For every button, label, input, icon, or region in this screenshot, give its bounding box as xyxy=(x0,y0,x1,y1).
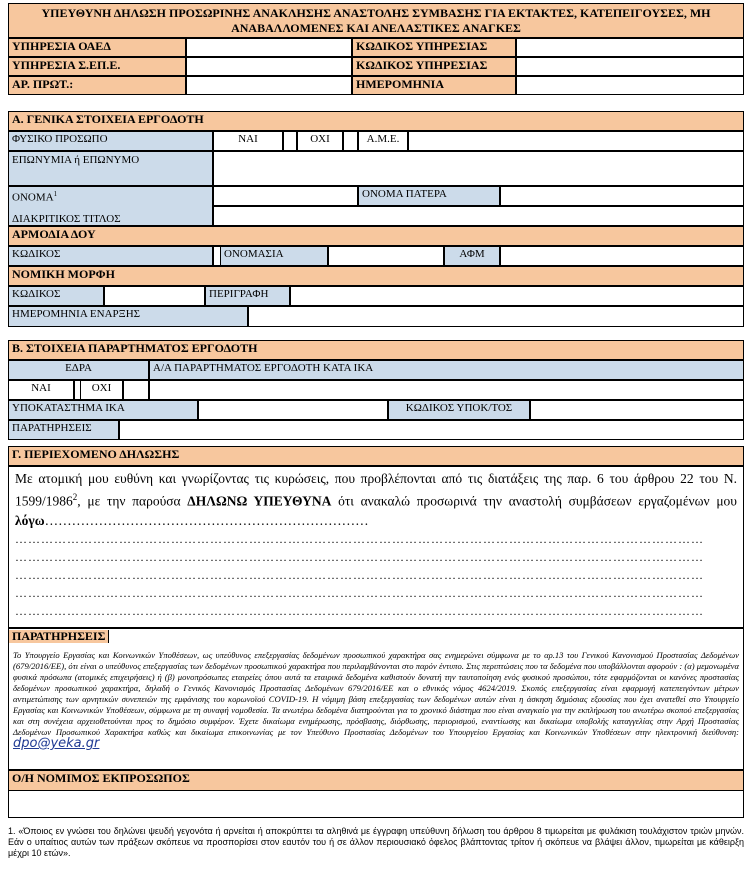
label-eponymia: ΕΠΩΝΥΜΙΑ ή ΕΠΩΝΥΜΟ xyxy=(8,151,213,186)
label-perigrafi: ΠΕΡΙΓΡΑΦΗ xyxy=(205,286,290,306)
field-aa-parartimatos[interactable] xyxy=(149,380,744,400)
label-b-nai: ΝΑΙ xyxy=(8,380,74,400)
armodia-doy-header: ΑΡΜΟΔΙΑ ΔΟΥ xyxy=(8,226,744,246)
label-onoma-patera: ΟΝΟΜΑ ΠΑΤΕΡΑ xyxy=(358,186,500,206)
section-c-header: Γ. ΠΕΡΙΕΧΟΜΕΝΟ ΔΗΛΩΣΗΣ xyxy=(8,446,744,466)
field-diakritikos[interactable] xyxy=(213,206,744,226)
label-kodikos-nomiki: ΚΩΔΙΚΟΣ xyxy=(8,286,104,306)
declaration-text-2: , με την παρούσα xyxy=(77,493,188,509)
field-ypiresia-sepe[interactable] xyxy=(186,57,352,76)
label-nai: ΝΑΙ xyxy=(213,131,283,151)
field-ypokatastima[interactable] xyxy=(198,400,388,420)
declaration-bold: ΔΗΛΩΝΩ ΥΠΕΥΘΥΝΑ xyxy=(187,493,332,509)
declaration-dots[interactable]: ……………………………………………………………… xyxy=(44,512,369,528)
field-onomasia[interactable] xyxy=(328,246,444,266)
checkbox-b-oxi[interactable] xyxy=(123,380,149,400)
nomiki-morfi-header: ΝΟΜΙΚΗ ΜΟΡΦΗ xyxy=(8,266,744,286)
declaration-text-3: ότι ανακαλώ προσωρινά την αναστολή συμβάσεων εργαζομένων μου xyxy=(331,493,737,509)
label-kodikos-ypiresias-2: ΚΩΔΙΚΟΣ ΥΠΗΡΕΣΙΑΣ xyxy=(352,57,516,76)
field-kodikos-ypiresias-2[interactable] xyxy=(516,57,744,76)
declaration-body xyxy=(8,466,744,628)
label-imerominia: ΗΜΕΡΟΜΗΝΙΑ xyxy=(352,76,516,95)
footnote-ref-1: 1 xyxy=(53,190,58,198)
footnote-1: 1. «Όποιος εν γνώσει του δηλώνει ψευδή γεγονότα ή αρνείται ή αποκρύπτει τα αληθινά με έγγραφη υπεύθυνη δήλωση του άρθρου 8 τιμωρείται με φυλάκιση τουλάχιστον τριών μηνών. Εάν ο υπαίτιος αυτών των πράξεων σκόπευε να προσπορίσει στον εαυτόν του ή σε άλλον περιουσιακό όφελος βλάπτοντας τρίτον ή σκόπευε να βλάψει άλλον, τιμωρείται με κάθειρξη μέχρι 10 ετών». xyxy=(8,826,744,858)
label-ypokatastima: ΥΠΟΚΑΤΑΣΤΗΜΑ ΙΚΑ xyxy=(8,400,198,420)
label-ar-prot: ΑΡ. ΠΡΩΤ.: xyxy=(8,76,186,95)
field-eponymia[interactable] xyxy=(213,151,744,186)
label-oxi: ΟΧΙ xyxy=(297,131,343,151)
field-imerominia-enarxis[interactable] xyxy=(248,306,744,327)
label-aa-parartimatos: Α/Α ΠΑΡΑΡΤΗΜΑΤΟΣ ΕΡΓΟΔΟΤΗ ΚΑΤΑ ΙΚΑ xyxy=(149,360,744,380)
gdpr-notice xyxy=(8,648,744,770)
label-onomasia: ΟΝΟΜΑΣΙΑ xyxy=(220,246,328,266)
dpo-email-link[interactable]: dpo@yeka.gr xyxy=(13,736,100,751)
field-kodikos-ypiresias-1[interactable] xyxy=(516,38,744,57)
checkbox-oxi[interactable] xyxy=(343,131,358,151)
label-onoma: ΟΝΟΜΑ xyxy=(12,191,54,204)
gdpr-text: Το Υπουργείο Εργασίας και Κοινωνικών Υποθέσεων, ως υπεύθυνος επεξεργασίας δεδομένων προσωπικού χαρακτήρα σας ενημερώνει σύμφωνα με το αρ.13 του Γενικού Κανονισμού Προστασίας Δεδομένων (679/2016/ΕΕ), ότι είναι ο υπεύθυνος επεξεργασίας των δεδομένων προσωπικού χαρακτήρα που περιλαμβάνονται στο παρόν έντυπο. Στις περιπτώσεις που τα δεδομένα που υποβάλλονται αφορούν : (α) μεμονωμένα φυσικά πρόσωπα (ατομικές επιχειρήσεις) ή (β) μονοπρόσωπες εταιρείες όπου αυτά τα εταιρικά δεδομένα καθιστούν δυνατή την ταυτοποίηση ενός φυσικού προσώπου, τότε εφαρμόζονται οι κανόνες προστασίας δεδομένων προσωπικού χαρακτήρα, δηλαδή ο Γενικός Κανονισμός Προστασίας Δεδομένων 679/2016/ΕΕ και ο εθνικός νόμος 4624/2019. Σκοπός επεξεργασίας είναι εφαρμογή κατεπειγόντων μέτρων αντιμετώπισης των αρνητικών συνεπειών της εμφάνισης του κορωνοϊού COVID-19. Η νόμιμη βάση επεξεργασίας των δεδομένων αυτών είναι η άσκηση δημόσιας εξουσίας που έχει ανατεθεί στο Υπουργείο Εργασίας και Κοινωνικών Υποθέσεων, σύμφωνα με τη συναφή νομοθεσία. Τα ανωτέρω δεδομένα διατηρούνται για το χρονικό διάστημα που είναι αναγκαίο για την εκπλήρωση του ανωτέρω σκοπού επεξεργασίας και στη συνέχεια αρχειοθετούνται προς το δημόσιο συμφέρον. Έχετε δικαίωμα ενημέρωσης, πρόσβασης, διόρθωσης, περιορισμού, εναντίωσης και δικαίωμα υποβολής καταγγελίας στην Αρχή Προστασίας Δεδομένων Προσωπικού Χαρακτήρα καθώς και δικαίωμα επικοινωνίας με τον Υπεύθυνο Προστασίας Δεδομένων του Υπουργείου Εργασίας και Κοινωνικών Υποθέσεων στην ηλεκτρονική διεύθυνση: xyxy=(13,650,739,737)
section-b-header: Β. ΣΤΟΙΧΕΙΑ ΠΑΡΑΡΤΗΜΑΤΟΣ ΕΡΓΟΔΟΤΗ xyxy=(8,340,744,360)
dot-line[interactable]: …………………………………………………………………………………………………………………………………………… xyxy=(15,603,704,618)
label-ypiresia-oaed: ΥΠΗΡΕΣΙΑ ΟΑΕΔ xyxy=(8,38,186,57)
field-imerominia[interactable] xyxy=(516,76,744,95)
declaration-text-1: Με ατομική μου ευθύνη και γνωρίζοντας τις κυρώσεις, που προβλέπονται από τις διατάξεις της παρ. 6 του άρθρου 22 του Ν. 1599/1986 xyxy=(15,471,737,509)
field-b-paratiriseis[interactable] xyxy=(119,420,744,440)
form-title: ΥΠΕΥΘΥΝΗ ΔΗΛΩΣΗ ΠΡΟΣΩΡΙΝΗΣ ΑΝΑΚΛΗΣΗΣ ΑΝΑΣΤΟΛΗΣ ΣΥΜΒΑΣΗΣ ΓΙΑ ΕΚΤΑΚΤΕΣ, ΚΑΤΕΠΕΙΓΟΥΣΕΣ, ΜΗ ΑΝΑΒΑΛΛΟΜΕΝΕΣ ΚΑΙ ΑΝΕΛΑΣΤΙΚΕΣ ΑΝΑΓΚΕΣ xyxy=(8,3,744,38)
dot-line[interactable]: …………………………………………………………………………………………………………………………………………… xyxy=(15,531,704,546)
field-afm[interactable] xyxy=(500,246,744,266)
label-edra: ΕΔΡΑ xyxy=(8,360,149,380)
label-kodikos-ypiresias-1: ΚΩΔΙΚΟΣ ΥΠΗΡΕΣΙΑΣ xyxy=(352,38,516,57)
label-diakritikos: ΔΙΑΚΡΙΤΙΚΟΣ ΤΙΤΛΟΣ xyxy=(12,212,121,225)
field-perigrafi[interactable] xyxy=(290,286,744,306)
section-a-header: Α. ΓΕΝΙΚΑ ΣΤΟΙΧΕΙΑ ΕΡΓΟΔΟΤΗ xyxy=(8,111,744,131)
field-kodikos-nomiki[interactable] xyxy=(104,286,205,306)
dot-line[interactable]: …………………………………………………………………………………………………………………………………………… xyxy=(15,549,704,564)
label-b-oxi: ΟΧΙ xyxy=(80,380,123,400)
field-ame[interactable] xyxy=(408,131,744,151)
label-imerominia-enarxis: ΗΜΕΡΟΜΗΝΙΑ ΕΝΑΡΞΗΣ xyxy=(8,306,248,327)
nomimos-ekprosopos-header: Ο/Η ΝΟΜΙΜΟΣ ΕΚΠΡΟΣΩΠΟΣ xyxy=(8,770,744,791)
label-kodikos-ypok: ΚΩΔΙΚΟΣ ΥΠΟΚ/ΤΟΣ xyxy=(388,400,530,420)
label-ypiresia-sepe: ΥΠΗΡΕΣΙΑ Σ.ΕΠ.Ε. xyxy=(8,57,186,76)
dot-line[interactable]: …………………………………………………………………………………………………………………………………………… xyxy=(15,567,704,582)
label-onoma-block xyxy=(8,186,213,226)
label-fysiko-prosopo: ΦΥΣΙΚΟ ΠΡΟΣΩΠΟ xyxy=(8,131,213,151)
field-onoma-patera[interactable] xyxy=(500,186,744,206)
field-onoma[interactable] xyxy=(213,186,358,206)
label-afm: ΑΦΜ xyxy=(444,246,500,266)
paratiriseis-header: ΠΑΡΑΤΗΡΗΣΕΙΣ xyxy=(9,630,109,643)
dot-line[interactable]: …………………………………………………………………………………………………………………………………………… xyxy=(15,585,704,600)
field-ypiresia-oaed[interactable] xyxy=(186,38,352,57)
field-ar-prot[interactable] xyxy=(186,76,352,95)
field-kodikos-ypok[interactable] xyxy=(530,400,744,420)
label-ame: Α.Μ.Ε. xyxy=(358,131,408,151)
label-b-paratiriseis: ΠΑΡΑΤΗΡΗΣΕΙΣ xyxy=(8,420,119,440)
checkbox-nai[interactable] xyxy=(283,131,297,151)
declaration-logo: λόγω xyxy=(15,512,45,528)
footnote-ref-2: 2 xyxy=(72,492,78,502)
label-kodikos-doy: ΚΩΔΙΚΟΣ xyxy=(8,246,213,266)
paratiriseis-header-row xyxy=(8,628,744,648)
signature-area[interactable] xyxy=(8,791,744,818)
